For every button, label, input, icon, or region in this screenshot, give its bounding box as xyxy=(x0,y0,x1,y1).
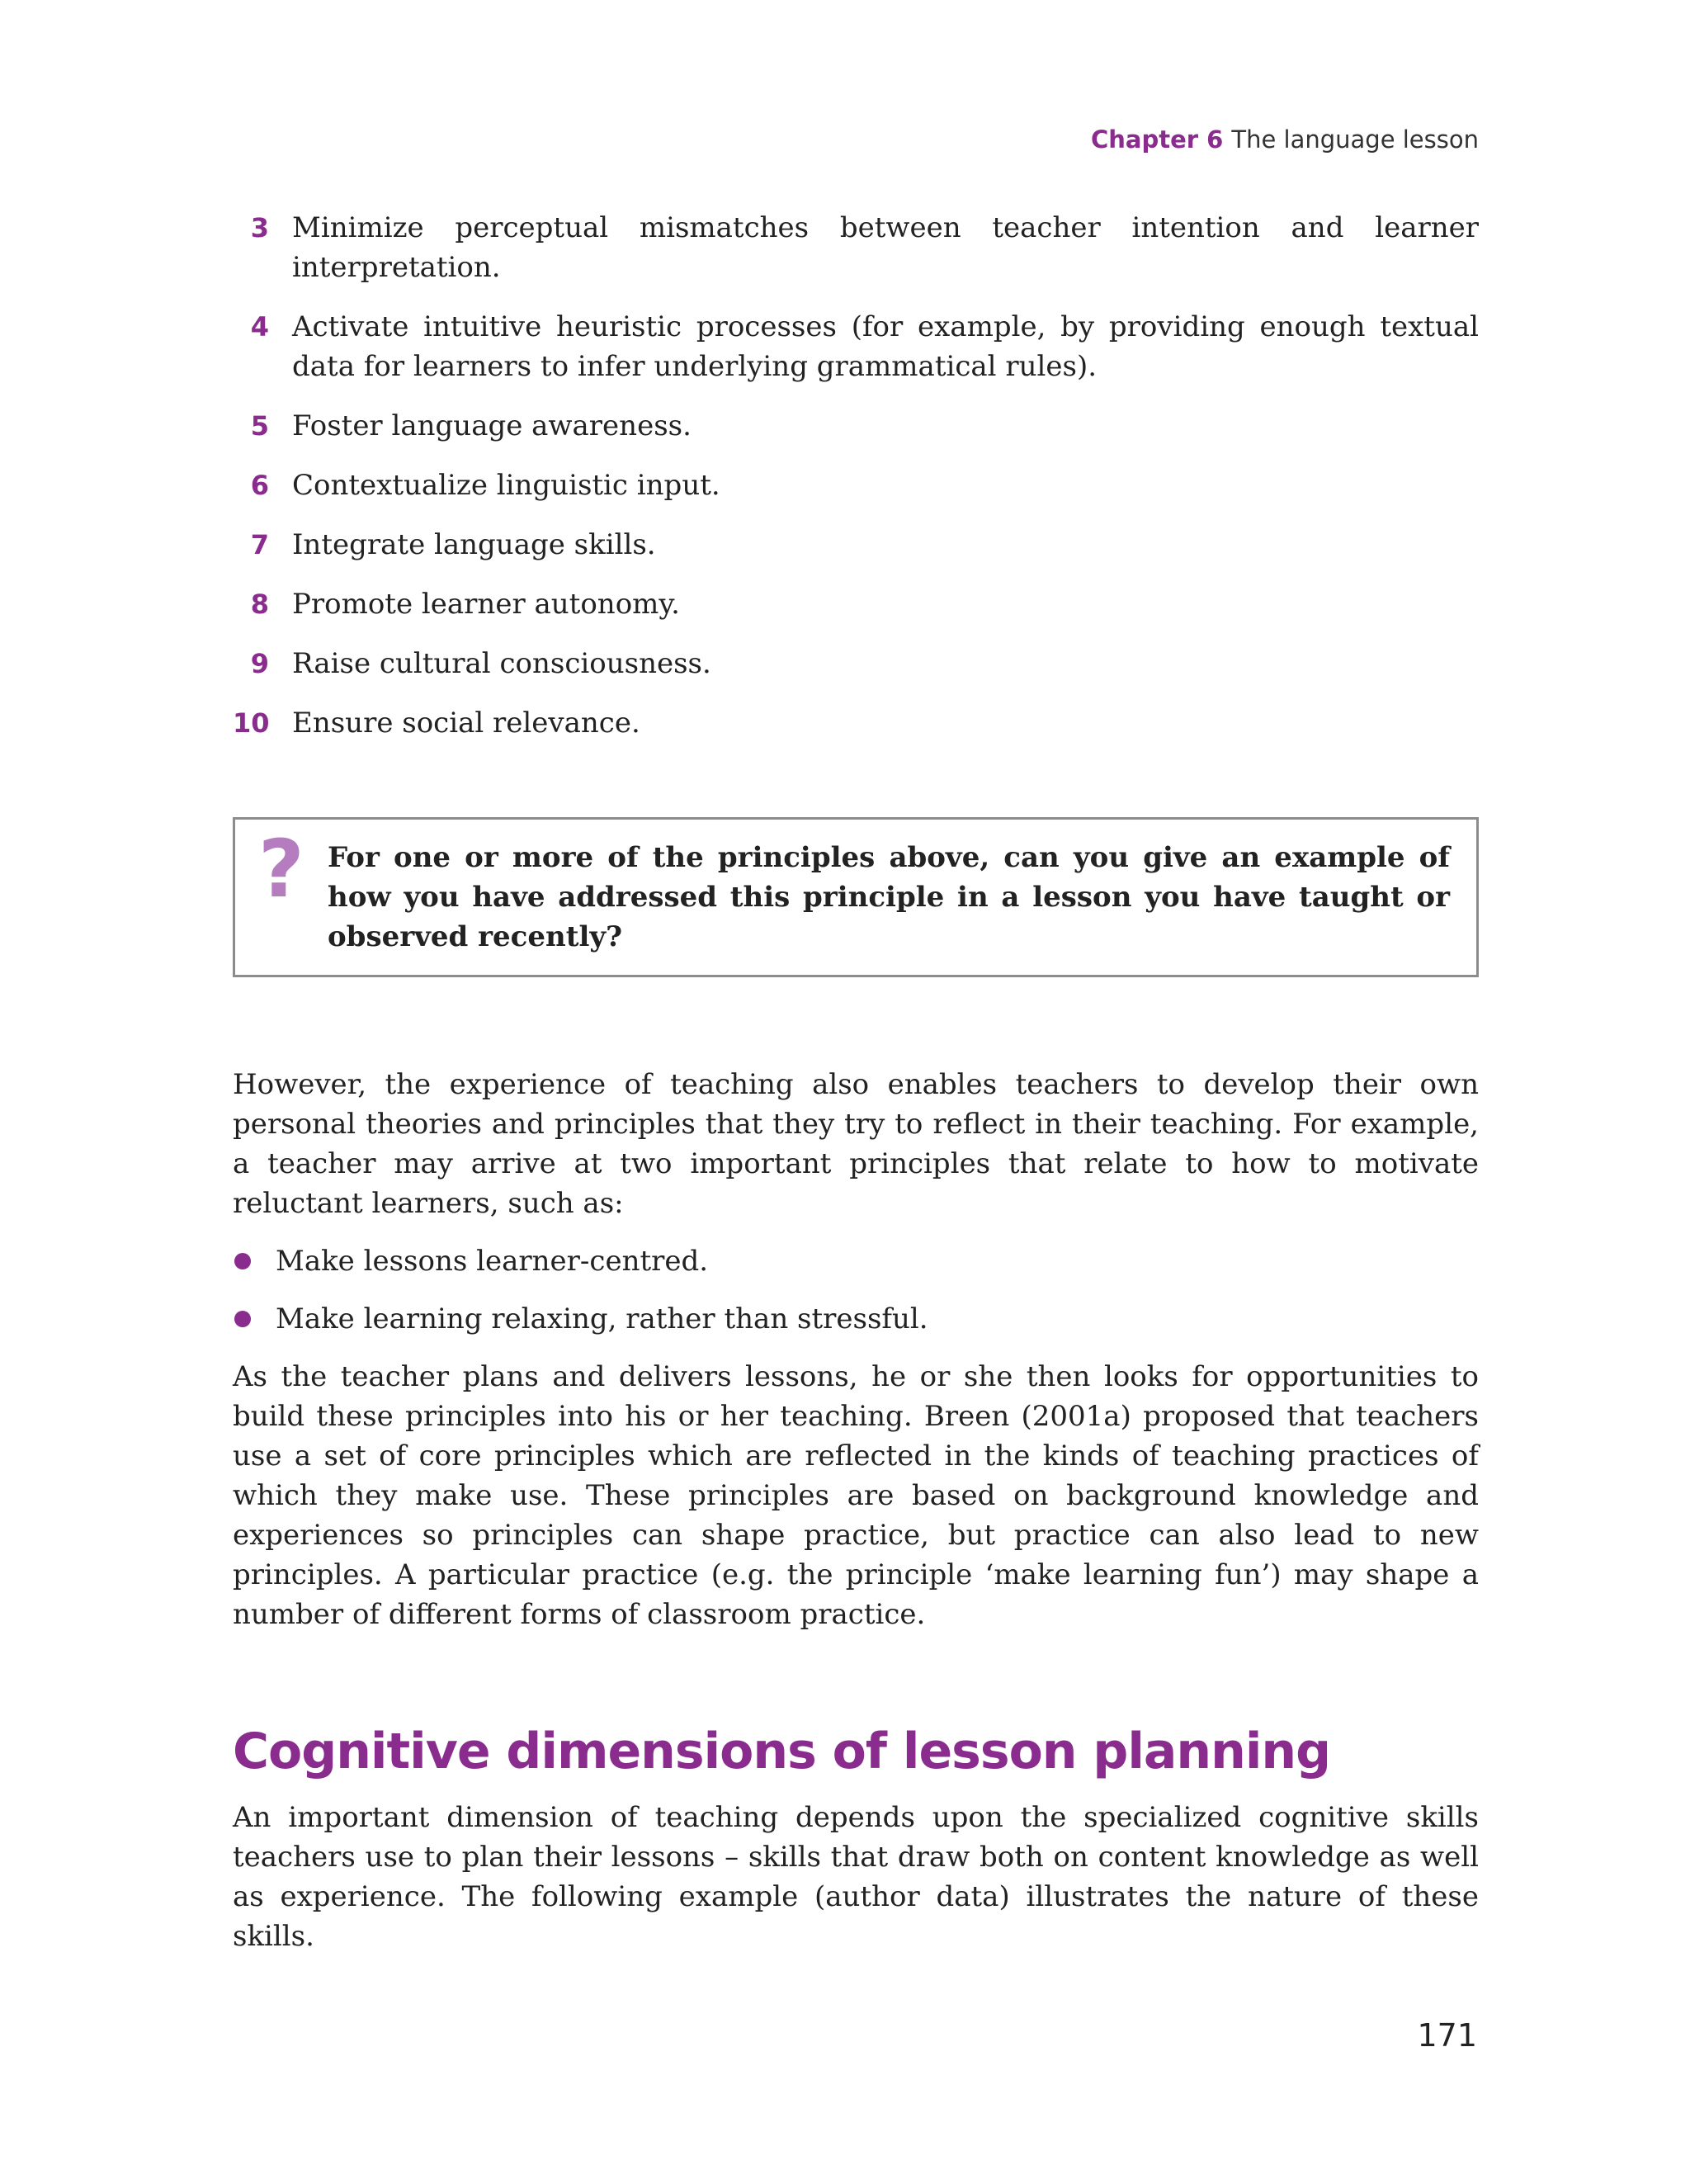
list-item-number: 9 xyxy=(250,648,269,679)
list-item-text: Promote learner autonomy. xyxy=(292,588,680,621)
running-head-chapter: Chapter 6 xyxy=(1090,125,1224,154)
list-item xyxy=(233,466,1479,505)
bullet-item xyxy=(233,1299,1479,1339)
list-item-text: Contextualize linguistic input. xyxy=(292,469,720,502)
running-head xyxy=(1091,125,1479,154)
list-item-text: Integrate language skills. xyxy=(292,528,656,561)
list-item-text: Ensure social relevance. xyxy=(292,707,640,740)
body-paragraph: An important dimension of teaching depends upon the specialized cognitive skills teachers use to plan their lessons – skills that draw both on content knowledge as well as experience. The following example (author data) illustrates the nature of these skills. xyxy=(233,1801,1479,1953)
list-item-text: Minimize perceptual mismatches between teacher intention and learner interpretation. xyxy=(292,211,1479,284)
body-paragraph: As the teacher plans and delivers lessons, he or she then looks for opportunities to build these principles into his or her teaching. Breen (2001a) proposed that teachers use a set of core principles which are reflected in the kinds of teaching practices of which they make use. These principles are based on background knowledge and experiences so principles can shape practice, but practice can also lead to new principles. A particular practice (e.g. the principle ‘make learning fun’) may shape a number of different forms of classroom practice. xyxy=(233,1360,1479,1631)
list-item-number: 10 xyxy=(233,707,270,739)
list-item-text: Foster language awareness. xyxy=(292,409,692,442)
list-item-number: 5 xyxy=(250,410,269,442)
list-item xyxy=(233,208,1479,287)
list-item xyxy=(233,703,1479,743)
list-item-text: Activate intuitive heuristic processes (for example, by providing enough textual data for learners to infer underlying grammatical rules). xyxy=(292,310,1479,383)
list-item xyxy=(233,644,1479,683)
list-item-number: 3 xyxy=(250,212,269,243)
running-head-title: The language lesson xyxy=(1231,125,1479,154)
list-item-number: 7 xyxy=(250,529,269,560)
question-mark-icon: ? xyxy=(258,823,304,915)
bullet-item-text: Make lessons learner-centred. xyxy=(276,1245,709,1278)
bullet-dot-icon xyxy=(234,1253,251,1269)
list-item xyxy=(233,525,1479,565)
reflection-question-text: For one or more of the principles above, can you give an example of how you have addressed this principle in a lesson you have taught or observed recently? xyxy=(328,841,1450,953)
section-heading: Cognitive dimensions of lesson planning xyxy=(233,1723,1331,1780)
bullet-dot-icon xyxy=(234,1311,251,1327)
bullet-list xyxy=(233,1241,1479,1339)
list-item-text: Raise cultural consciousness. xyxy=(292,647,711,680)
principles-list xyxy=(233,208,1479,743)
page-content xyxy=(233,208,1479,1956)
page-number: 171 xyxy=(1417,2017,1477,2054)
list-item-number: 4 xyxy=(250,311,269,343)
list-item xyxy=(233,584,1479,624)
list-item-number: 8 xyxy=(250,589,269,620)
list-item-number: 6 xyxy=(250,470,269,501)
bullet-item xyxy=(233,1241,1479,1281)
body-paragraph: However, the experience of teaching also enables teachers to develop their own personal theories and principles that they try to reflect in their teaching. For example, a teacher may arrive at two important principles that relate to how to motivate reluctant learners, such as: xyxy=(233,1068,1479,1220)
bullet-item-text: Make learning relaxing, rather than stressful. xyxy=(276,1302,928,1335)
list-item xyxy=(233,307,1479,386)
list-item xyxy=(233,406,1479,446)
reflection-question-box xyxy=(233,817,1479,977)
